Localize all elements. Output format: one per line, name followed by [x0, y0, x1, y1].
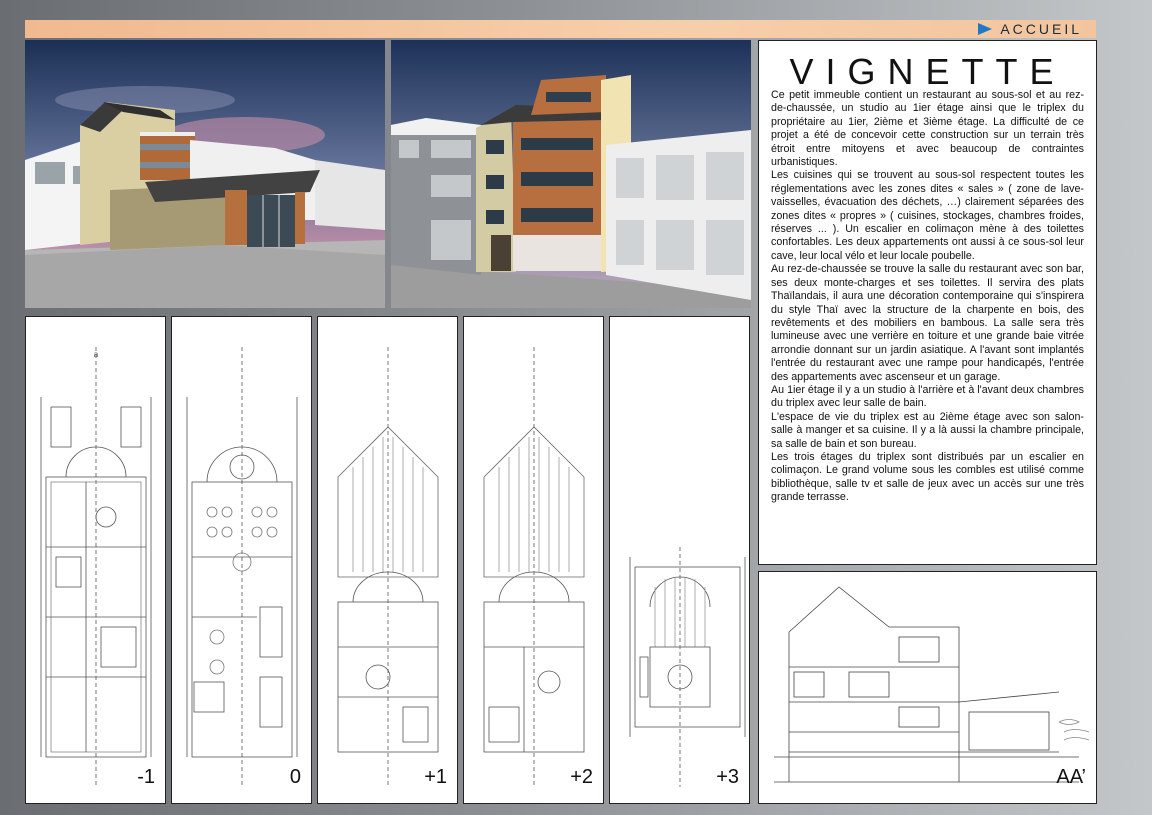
nav-home-label: ACCUEIL — [1000, 21, 1082, 37]
floor-plan-drawing — [318, 317, 457, 803]
floor-plan-drawing — [26, 317, 165, 803]
plan-label: +2 — [570, 766, 593, 788]
floor-plan-panel — [609, 316, 750, 804]
project-description — [771, 89, 1084, 505]
plan-label: 0 — [289, 766, 301, 788]
play-arrow-icon — [978, 23, 992, 35]
desc-paragraph-4: Au 1ier étage il y a un studio à l'arrière et à l'avant deux chambres du triplex avec leur salle de bain. — [771, 383, 1084, 410]
plan-label: +3 — [716, 766, 739, 788]
desc-paragraph-3: Au rez-de-chaussée se trouve la salle du restaurant avec son bar, ses deux monte-charges et ses toilettes. Il servira des plats Thaïlandais, il aura une décoration contemporaine qui s'inspirera du style Thaï avec la structure de la charpente en bois, des revêtements et des mobiliers en bambous. La salle sera très lumineuse avec une verrière en toiture et une grande baie vitrée arrondie donnant sur un jardin asiatique. A l'avant sont implantés l'entrée du restaurant avec une rampe pour handicapés, l'entrée des appartements avec ascenseur et un garage. — [771, 263, 1084, 383]
floor-plan-drawing — [610, 317, 749, 803]
floor-plan-drawing — [172, 317, 311, 803]
render-rear-view — [25, 40, 385, 308]
plan-label: +1 — [424, 766, 447, 788]
floor-plan-panel — [171, 316, 312, 804]
nav-home-link[interactable] — [978, 20, 1082, 38]
section-drawing-panel — [758, 571, 1097, 804]
floor-plan-drawing — [464, 317, 603, 803]
svg-text:a: a — [93, 350, 99, 359]
project-description-panel — [758, 40, 1097, 565]
desc-paragraph-5: L'espace de vie du triplex est au 2ième étage avec son salon-salle à manger et sa cuisine. Il y a là aussi la chambre principale, sa salle de bain et son bureau. — [771, 410, 1084, 450]
section-drawing — [759, 572, 1096, 803]
render-street-view — [391, 40, 751, 308]
floor-plan-panel — [463, 316, 604, 804]
desc-paragraph-6: Les trois étages du triplex sont distribués par un escalier en colimaçon. Le grand volume sous les combles est utilisé comme bibliothèque, salle tv et salle de jeux avec un accès sur une très grande terrasse. — [771, 450, 1084, 504]
desc-paragraph-2: Les cuisines qui se trouvent au sous-sol respectent toutes les réglementations avec les zones dites « sales » ( zone de lave-vaisselles, évacuation des déchets, …) clairement séparées des zones dites « propres » ( cuisines, stockages, chambres froides, réserves ... ). Un escalier en colimaçon mène à des toilettes confortables. Les deux appartements ont aussi à ce sous-sol leur cave, leur local vélo et leur locale poubelle. — [771, 169, 1084, 262]
desc-paragraph-1: Ce petit immeuble contient un restaurant au sous-sol et au rez-de-chaussée, un studio au 1ier étage ainsi que le triplex du propriétaire au 1ier, 2ième et 3ième étage. La difficulté de ce projet a été de concevoir cette construction sur un terrain très étroit entre mitoyens et avec beaucoup de contraintes urbanistiques. — [771, 89, 1084, 169]
section-label: AA’ — [1056, 766, 1086, 788]
header-bar — [25, 20, 1096, 38]
floor-plan-panel — [25, 316, 166, 804]
plan-label: -1 — [137, 766, 155, 788]
project-title: VIGNETTE — [789, 51, 1066, 92]
floor-plan-panel — [317, 316, 458, 804]
